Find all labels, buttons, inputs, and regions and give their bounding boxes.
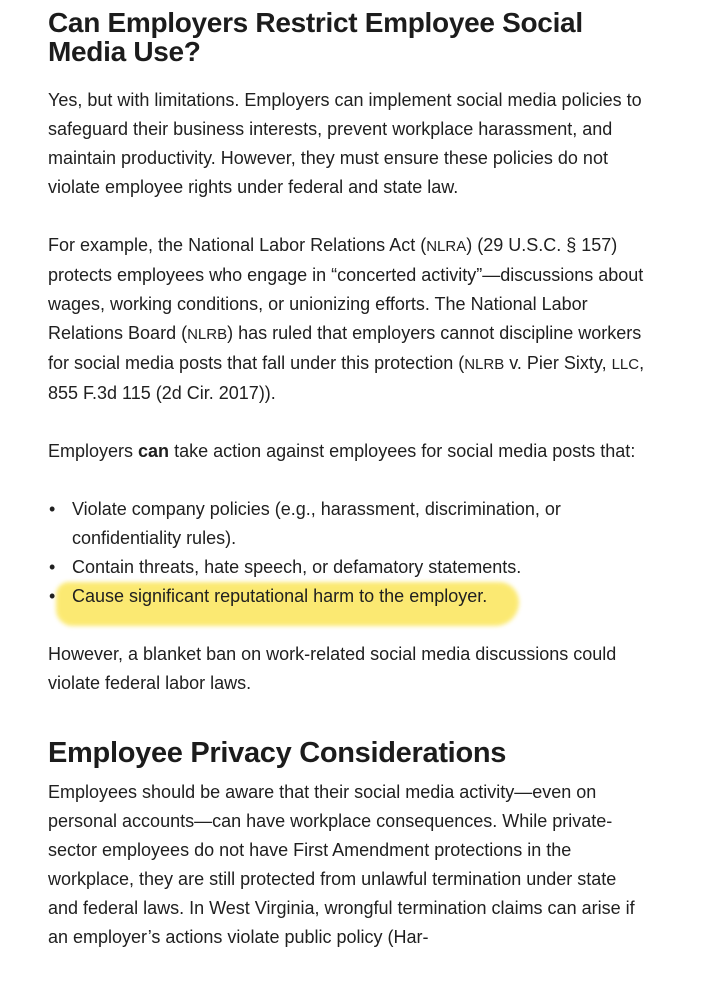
nlra-text-3: ) has ruled that employers cannot discipline workers for social media posts that fall under this protection (: [48, 323, 642, 373]
employers-can-before: Employers: [48, 441, 139, 461]
bullet-icon: •: [49, 557, 56, 577]
list-item: [48, 553, 648, 582]
list-item-text: Violate company policies (e.g., harassment, discrimination, or confidentiality rules).: [72, 499, 561, 548]
nlrb-abbr-case: NLRB: [464, 356, 505, 373]
actionable-posts-list: [48, 495, 648, 611]
employers-can-after: take action against employees for social media posts that:: [169, 441, 636, 461]
bullet-icon: •: [49, 499, 56, 519]
nlra-paragraph: [48, 231, 648, 408]
nlra-text-2: ) (29 U.S.C. § 157) protects employees who engage in “concerted activity”—discussions about wages, working conditions, or unionizing efforts. The National Labor Relations Board (: [48, 235, 644, 343]
section-title-social-media: Can Employers Restrict Employee Social Media Use?: [48, 7, 583, 67]
list-item: [48, 495, 648, 553]
llc-abbr: LLC: [611, 356, 640, 373]
nlra-text-1: For example, the National Labor Relations Act (: [48, 235, 427, 255]
yellow-highlight: [49, 582, 488, 611]
employers-can-bold: can: [138, 441, 170, 461]
list-item-text: Cause significant reputational harm to the employer.: [72, 586, 488, 606]
nlrb-abbr: NLRB: [187, 326, 228, 343]
bullet-icon: •: [49, 586, 56, 606]
blanket-ban-paragraph: However, a blanket ban on work-related social media discussions could violate federal labor laws.: [48, 644, 617, 693]
section-title-privacy: Employee Privacy Considerations: [48, 737, 507, 769]
privacy-paragraph: Employees should be aware that their social media activity—even on personal accounts—can have workplace consequences. While private-sector employees do not have First Amendment protections in the workplace, they are still protected from unlawful termination under state and federal laws. In West Virginia, wrongful termination claims can arise if an employer’s actions violate public policy (Har-: [48, 782, 635, 947]
nlra-abbr: NLRA: [426, 238, 467, 255]
intro-paragraph: Yes, but with limitations. Employers can implement social media policies to safeguard their business interests, prevent workplace harassment, and maintain productivity. However, they must ensure these policies do not violate employee rights under federal and state law.: [48, 90, 642, 197]
employers-can-paragraph: [48, 437, 648, 466]
list-item-text: Contain threats, hate speech, or defamatory statements.: [72, 557, 522, 577]
article: [48, 8, 648, 952]
list-item-highlighted: [48, 582, 648, 611]
nlra-text-5: , 855 F.3d 115 (2d Cir. 2017)).: [48, 353, 645, 403]
nlra-text-4: v. Pier Sixty,: [504, 353, 612, 373]
